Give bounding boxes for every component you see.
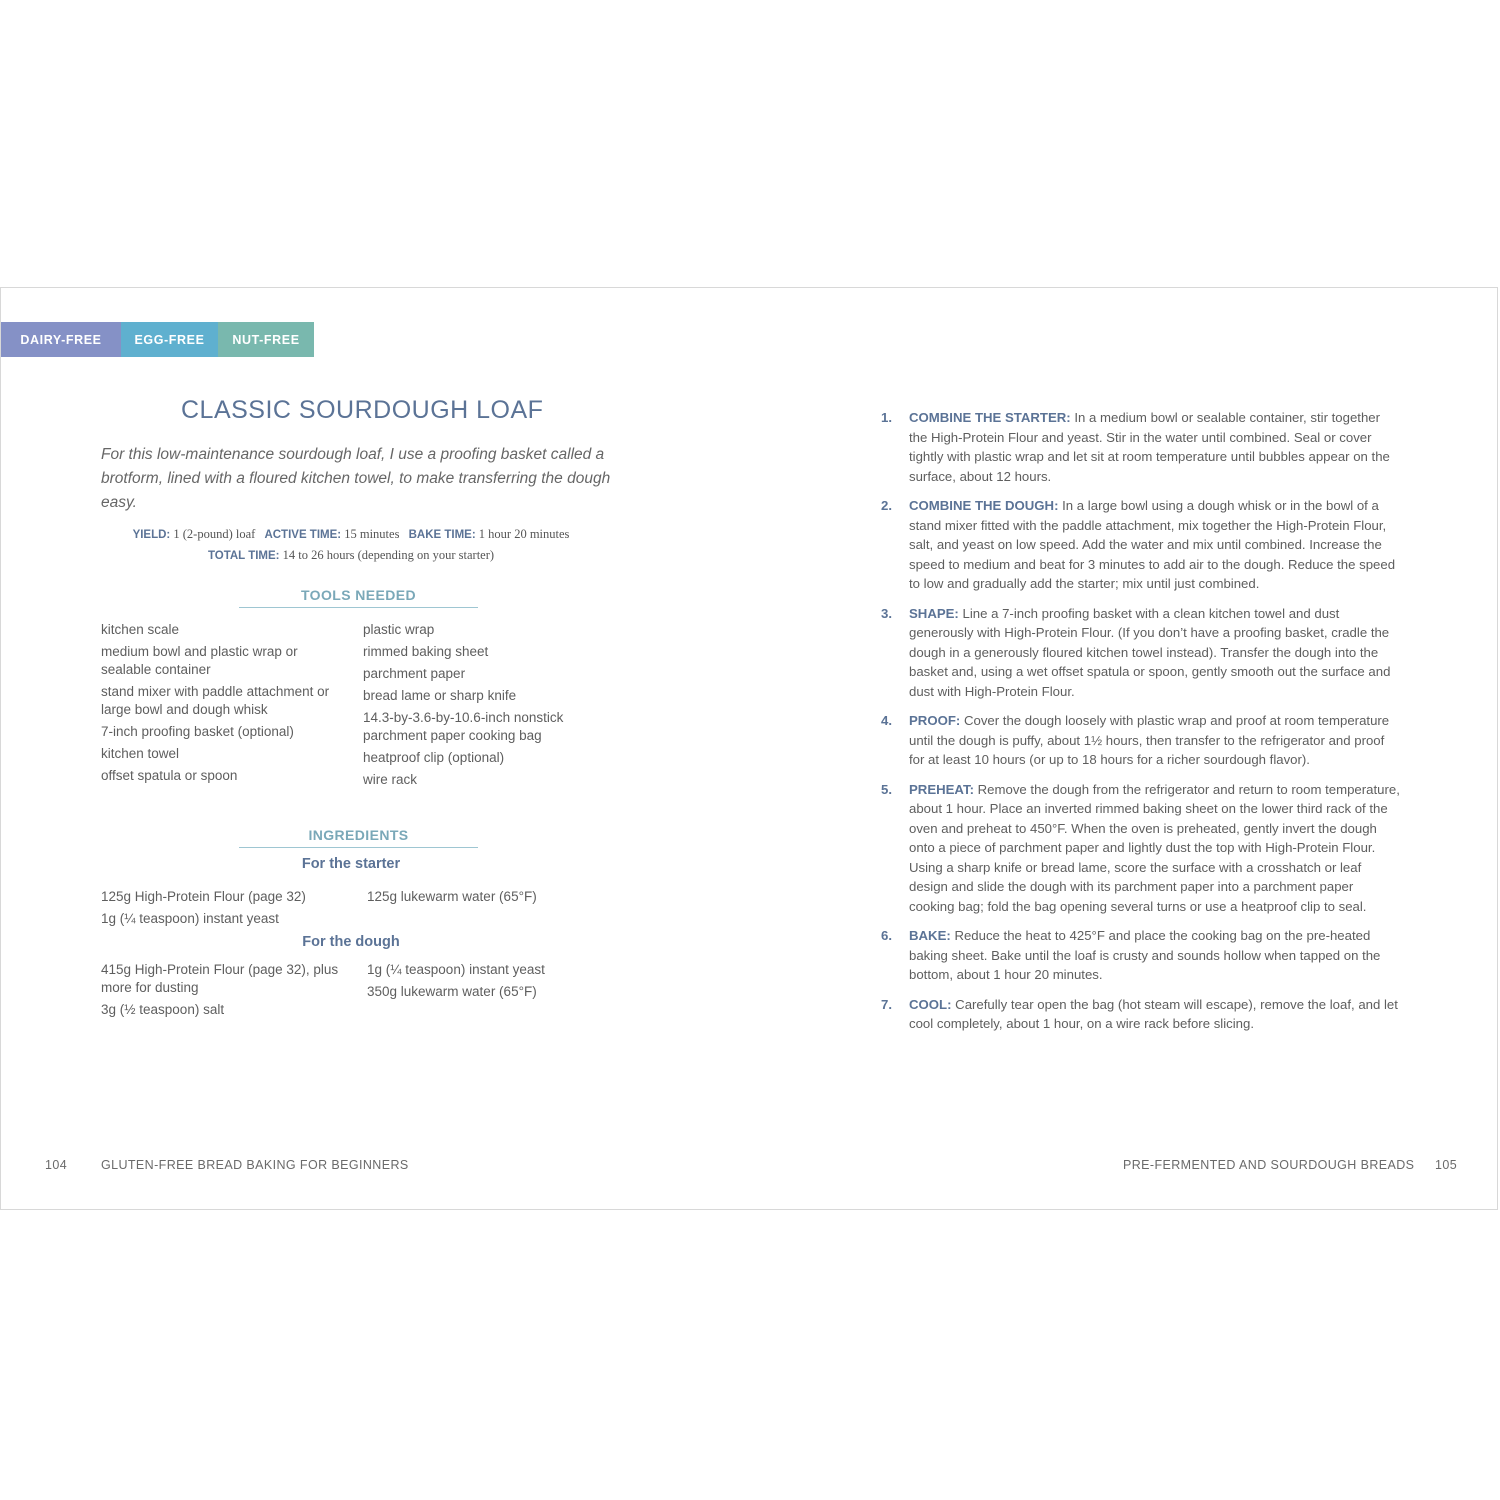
list-item: rimmed baking sheet: [363, 644, 489, 659]
step-text: Reduce the heat to 425°F and place the cooking bag on the pre-heated baking sheet. Bake until the loaf is crusty and sounds hollow when tapped on the bottom, about 1 hour 20 minutes.: [909, 928, 1381, 982]
step-text: In a medium bowl or sealable container, stir together the High-Protein Flour and yeast. Stir in the water until combined. Seal or cover tightly with plastic wrap and let sit at room temperature until bubbles appear on the surface, about 12 hours.: [909, 410, 1390, 484]
ingredients-heading: INGREDIENTS: [239, 827, 478, 848]
recipe-meta: [71, 524, 631, 566]
tools-heading: TOOLS NEEDED: [239, 587, 478, 608]
recipe-title: CLASSIC SOURDOUGH LOAF: [181, 396, 544, 424]
step-number: 1.: [881, 410, 892, 425]
tag-egg-free: EGG-FREE: [121, 322, 218, 357]
method-step: [881, 780, 1401, 917]
right-page-number: 105: [1435, 1158, 1458, 1172]
list-item: 1g (¼ teaspoon) instant yeast: [101, 911, 279, 926]
method-step: [881, 711, 1401, 770]
tools-list-right: [363, 621, 613, 793]
method-steps: [881, 408, 1401, 1044]
recipe-intro: For this low-maintenance sourdough loaf, I use a proofing basket called a brotform, lined with a floured kitchen towel, to make transferring the dough easy.: [101, 446, 611, 511]
step-heading: BAKE:: [909, 928, 951, 943]
total-time-value: 14 to 26 hours (depending on your starter): [282, 548, 495, 562]
tools-list-left: [101, 621, 351, 789]
right-running-head: PRE-FERMENTED AND SOURDOUGH BREADS: [1123, 1158, 1415, 1172]
list-item: parchment paper: [363, 666, 466, 681]
starter-subheading: For the starter: [301, 856, 401, 872]
step-body: [909, 604, 1401, 702]
step-body: [909, 711, 1401, 770]
method-step: [881, 604, 1401, 702]
list-item: 415g High-Protein Flour (page 32), plus more for dusting: [101, 962, 339, 995]
list-item: kitchen scale: [101, 622, 180, 637]
step-heading: PREHEAT:: [909, 781, 974, 797]
list-item: offset spatula or spoon: [101, 768, 238, 783]
list-item: plastic wrap: [363, 622, 435, 637]
list-item: 14.3-by-3.6-by-10.6-inch nonstick parchment paper cooking bag: [363, 710, 564, 743]
step-body: [909, 995, 1401, 1034]
list-item: 1g (¼ teaspoon) instant yeast: [367, 962, 545, 977]
step-text: Cover the dough loosely with plastic wrap and proof at room temperature until the dough is puffy, about 1½ hours, then transfer to the refrigerator and proof for at least 10 hours (or up to 18 hours for a richer sourdough flavor).: [909, 713, 1390, 767]
step-number: 3.: [881, 605, 892, 621]
tag-dairy-free: DAIRY-FREE: [1, 322, 121, 357]
list-item: 125g High-Protein Flour (page 32): [101, 889, 306, 904]
total-time-label: TOTAL TIME:: [207, 550, 280, 562]
list-item: 350g lukewarm water (65°F): [367, 984, 537, 999]
list-item: bread lame or sharp knife: [363, 688, 517, 703]
active-time-value: 15 minutes: [344, 527, 400, 541]
diet-tags: [1, 322, 314, 357]
active-time-label: ACTIVE TIME:: [264, 529, 342, 541]
left-running-head: GLUTEN-FREE BREAD BAKING FOR BEGINNERS: [101, 1158, 409, 1172]
step-heading: COMBINE THE DOUGH:: [909, 498, 1059, 513]
dough-subheading: For the dough: [302, 934, 400, 950]
step-body: [909, 496, 1401, 594]
yield-value: 1 (2-pound) loaf: [173, 527, 256, 541]
step-number: 4.: [881, 713, 892, 728]
left-page-number: 104: [45, 1158, 68, 1172]
starter-list-left: [101, 888, 351, 932]
step-text: In a large bowl using a dough whisk or in the bowl of a stand mixer fitted with the paddle attachment, mix together the High-Protein Flour, salt, and yeast on low speed. Add the water and mix until combined. Increase the speed to medium and beat for 3 minutes to add air to the dough. Reduce the speed to low and gradually add the starter; mix until just combined.: [909, 498, 1396, 591]
bake-time-label: BAKE TIME:: [408, 529, 476, 541]
step-text: Line a 7-inch proofing basket with a clean kitchen towel and dust generously with High-Protein Flour. (If you don’t have a proofing basket, cradle the dough in a generously floured kitchen towel instead). Transfer the dough into the basket and, using a wet offset spatula or spoon, gently smooth out the surface and dust with High-Protein Flour.: [909, 605, 1391, 699]
yield-label: YIELD:: [132, 529, 171, 541]
list-item: stand mixer with paddle attachment or large bowl and dough whisk: [101, 684, 330, 717]
step-heading: COMBINE THE STARTER:: [909, 410, 1071, 425]
list-item: 3g (½ teaspoon) salt: [101, 1002, 225, 1017]
starter-list-right: [367, 888, 617, 910]
list-item: kitchen towel: [101, 746, 180, 761]
list-item: 125g lukewarm water (65°F): [367, 889, 537, 904]
method-step: [881, 408, 1401, 486]
bake-time-value: 1 hour 20 minutes: [478, 527, 570, 541]
step-heading: COOL:: [909, 996, 952, 1012]
method-step: [881, 995, 1401, 1034]
step-heading: SHAPE:: [909, 605, 959, 621]
step-number: 6.: [881, 928, 892, 943]
step-number: 7.: [881, 996, 892, 1012]
dough-list-right: [367, 961, 617, 1005]
book-spread: [0, 287, 1498, 1210]
dough-list-left: [101, 961, 346, 1023]
list-item: medium bowl and plastic wrap or sealable container: [101, 644, 298, 677]
tag-nut-free: NUT-FREE: [218, 322, 314, 357]
method-step: [881, 496, 1401, 594]
step-text: Remove the dough from the refrigerator and return to room temperature, about 1 hour. Place an inverted rimmed baking sheet on the lower third rack of the oven and preheat to 450°F. When the oven is preheated, gently invert the dough onto a piece of parchment paper and lightly dust the top with High-Protein Flour. Using a sharp knife or bread lame, score the surface with a crosshatch or leaf design and slide the dough with its parchment paper into a parchment paper cooking bag; fold the bag opening several turns or use a heatproof clip to seal.: [909, 781, 1400, 914]
list-item: heatproof clip (optional): [363, 750, 505, 765]
step-text: Carefully tear open the bag (hot steam will escape), remove the loaf, and let cool completely, about 1 hour, on a wire rack before slicing.: [909, 996, 1398, 1031]
step-body: [909, 780, 1401, 917]
step-body: [909, 408, 1401, 486]
list-item: wire rack: [363, 772, 418, 787]
method-step: [881, 926, 1401, 985]
list-item: 7-inch proofing basket (optional): [101, 724, 294, 739]
step-number: 2.: [881, 498, 892, 513]
step-number: 5.: [881, 781, 892, 797]
step-heading: PROOF:: [909, 713, 961, 728]
step-body: [909, 926, 1401, 985]
